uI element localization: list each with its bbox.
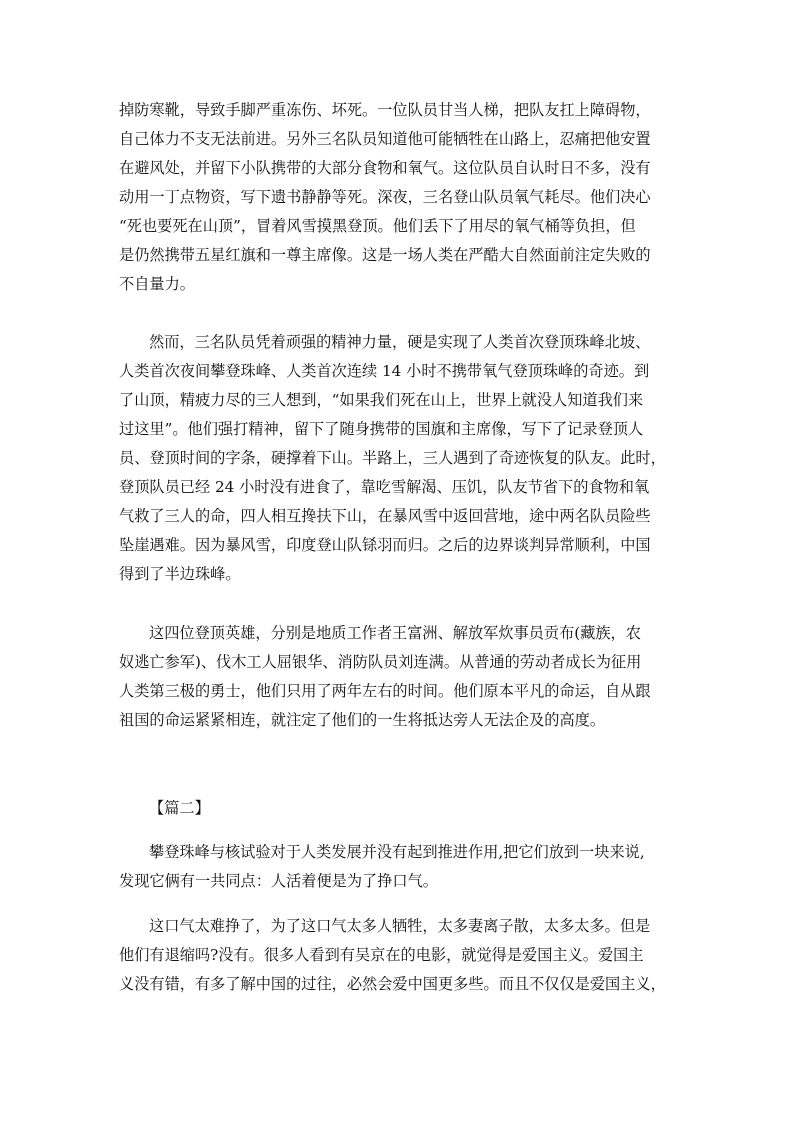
text-line: 是仍然携带五星红旗和一尊主席像。这是一场人类在严酷大自然面前注定失败的 [119, 246, 651, 264]
text-line: 人类第三极的勇士，他们只用了两年左右的时间。他们原本平凡的命运，自从跟 [119, 682, 651, 700]
text-line: 这四位登顶英雄，分别是地质工作者王富洲、解放军炊事员贡布(藏族，农 [149, 624, 641, 642]
text-line: 气救了三人的命，四人相互搀扶下山，在暴风雪中返回营地，途中两名队员险些 [119, 507, 651, 525]
text-line: 祖国的命运紧紧相连，就注定了他们的一生将抵达旁人无法企及的高度。 [119, 711, 605, 729]
text-line: 了山顶，精疲力尽的三人想到，“如果我们死在山上，世界上就没人知道我们来 [119, 391, 644, 409]
text-line: 员、登顶时间的字条，硬撑着下山。半路上，三人遇到了奇迹恢复的队友。此时， [119, 449, 666, 467]
text-line: 动用一丁点物资，写下遗书静静等死。深夜，三名登山队员氧气耗尽。他们决心 [119, 188, 651, 206]
paragraph-4 [119, 838, 680, 896]
text-line: 掉防寒靴，导致手脚严重冻伤、坏死。一位队员甘当人梯，把队友扛上障碍物， [119, 101, 651, 119]
text-line: 不自量力。 [119, 275, 195, 293]
text-line: 登顶队员已经 24 小时没有进食了，靠吃雪解渴、压饥，队友节省下的食物和氧 [119, 478, 650, 496]
text-line: 得到了半边珠峰。 [119, 565, 241, 583]
text-line: 发现它俩有一共同点：人活着便是为了挣口气。 [119, 872, 438, 890]
section-heading-text: 【篇二】 [149, 799, 210, 817]
section-heading [119, 794, 680, 823]
text-line: “死也要死在山顶”，冒着风雪摸黑登顶。他们丢下了用尽的氧气桶等负担，但 [119, 217, 636, 235]
text-line: 义没有错，有多了解中国的过往，必然会爱中国更多些。而且不仅仅是爱国主义， [119, 975, 666, 993]
text-line: 攀登珠峰与核试验对于人类发展并没有起到推进作用,把它们放到一块来说, [149, 843, 645, 861]
text-line: 奴逃亡参军)、伐木工人屈银华、消防队员刘连满。从普通的劳动者成长为征用 [119, 653, 642, 671]
text-line: 人类首次夜间攀登珠峰、人类首次连续 14 小时不携带氧气登顶珠峰的奇迹。到 [119, 362, 650, 380]
text-line: 自己体力不支无法前进。另外三名队员知道他可能牺牲在山路上，忍痛把他安置 [119, 130, 651, 148]
paragraph-2 [119, 328, 680, 589]
text-line: 过这里”。他们强打精神，留下了随身携带的国旗和主席像，写下了记录登顶人 [119, 420, 644, 438]
text-line: 他们有退缩吗?没有。很多人看到有吴京在的电影，就觉得是爱国主义。爱国主 [119, 946, 644, 964]
text-line: 然而，三名队员凭着顽强的精神力量，硬是实现了人类首次登顶珠峰北坡、 [149, 333, 651, 351]
text-line: 在避风处，并留下小队携带的大部分食物和氧气。这位队员自认时日不多，没有 [119, 159, 651, 177]
paragraph-3 [119, 619, 680, 735]
text-line: 这口气太难挣了，为了这口气太多人牺牲，太多妻离子散，太多太多。但是 [149, 917, 651, 935]
text-line: 坠崖遇难。因为暴风雪，印度登山队铩羽而归。之后的边界谈判异常顺利，中国 [119, 536, 651, 554]
paragraph-1 [119, 96, 680, 299]
paragraph-5 [119, 912, 680, 999]
